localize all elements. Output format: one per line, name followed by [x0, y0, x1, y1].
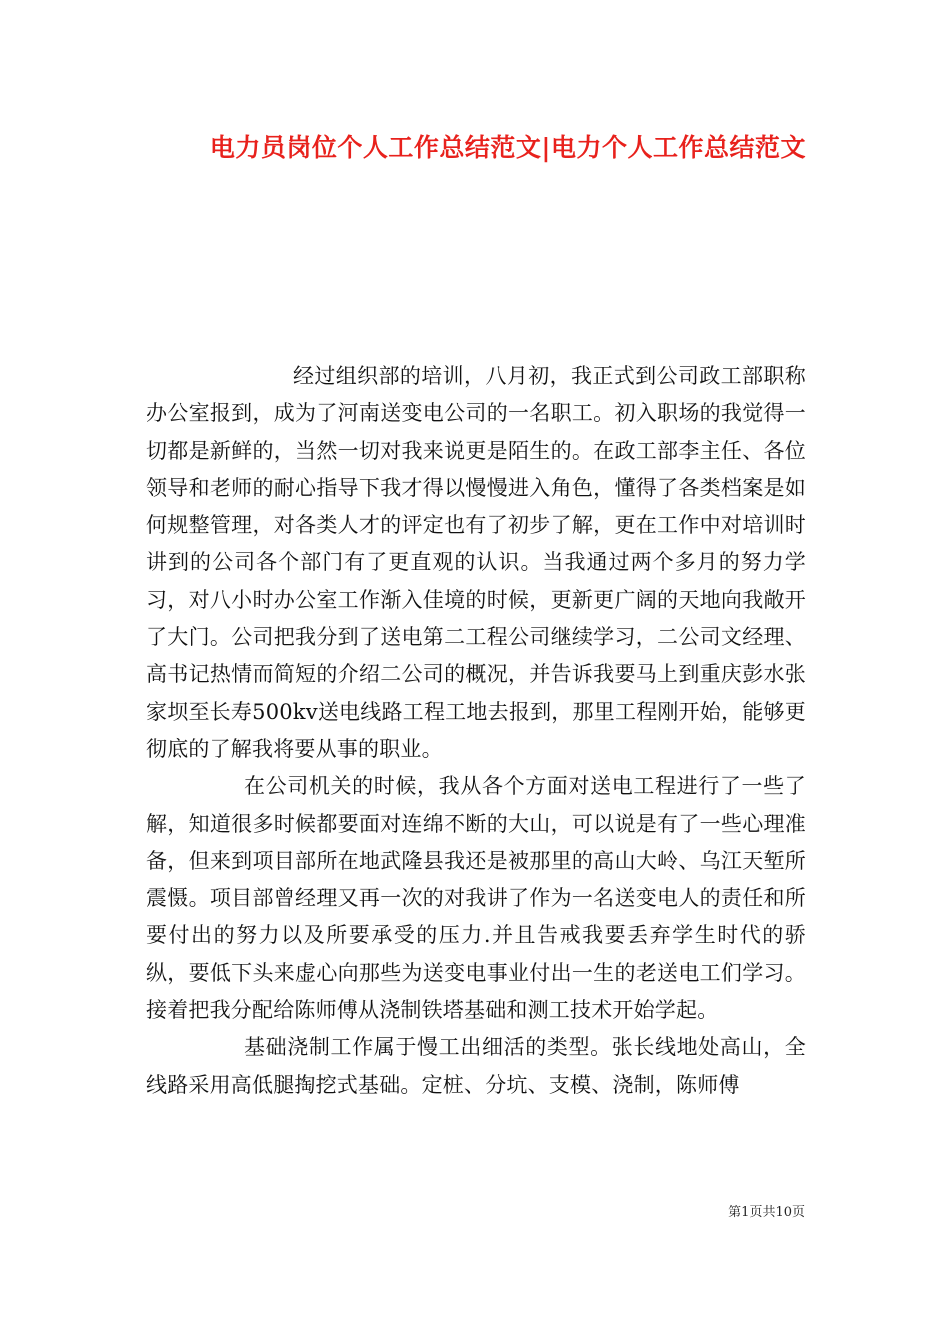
paragraph-3: 基础浇制工作属于慢工出细活的类型。张长线地处高山，全线路采用高低腿掏挖式基础。定桩、分坑、支模、浇制，陈师傅	[146, 1035, 806, 1097]
paragraph-2: 在公司机关的时候，我从各个方面对送电工程进行了一些了解，知道很多时候都要面对连绵不断的大山，可以说是有了一些心理准备，但来到项目部所在地武隆县我还是被那里的高山大岭、乌江天堑所震慑。项目部曾经理又再一次的对我讲了作为一名送变电人的责任和所要付出的努力以及所要承受的压力.并且告戒我要丢弃学生时代的骄纵，要低下头来虚心向那些为送变电事业付出一生的老送电工们学习。接着把我分配给陈师傅从浇制铁塔基础和测工技术开始学起。	[146, 774, 806, 1023]
document-title: 电力员岗位个人工作总结范文|电力个人工作总结范文	[209, 133, 806, 162]
paragraph-1: 经过组织部的培训，八月初，我正式到公司政工部职称办公室报到，成为了河南送变电公司的一名职工。初入职场的我觉得一切都是新鲜的，当然一切对我来说更是陌生的。在政工部李主任、各位领导和老师的耐心指导下我才得以慢慢进入角色，懂得了各类档案是如何规整管理，对各类人才的评定也有了初步了解，更在工作中对培训时讲到的公司各个部门有了更直观的认识。当我通过两个多月的努力学习，对八小时办公室工作渐入佳境的时候，更新更广阔的天地向我敞开了大门。公司把我分到了送电第二工程公司继续学习，二公司文经理、高书记热情而简短的介绍二公司的概况，并告诉我要马上到重庆彭水张家坝至长寿500kv送电线路工程工地去报到，那里工程刚开始，能够更彻底的了解我将要从事的职业。	[146, 364, 806, 761]
page-number-footer: 第1页共10页	[728, 1205, 805, 1220]
document-body	[146, 358, 806, 1104]
